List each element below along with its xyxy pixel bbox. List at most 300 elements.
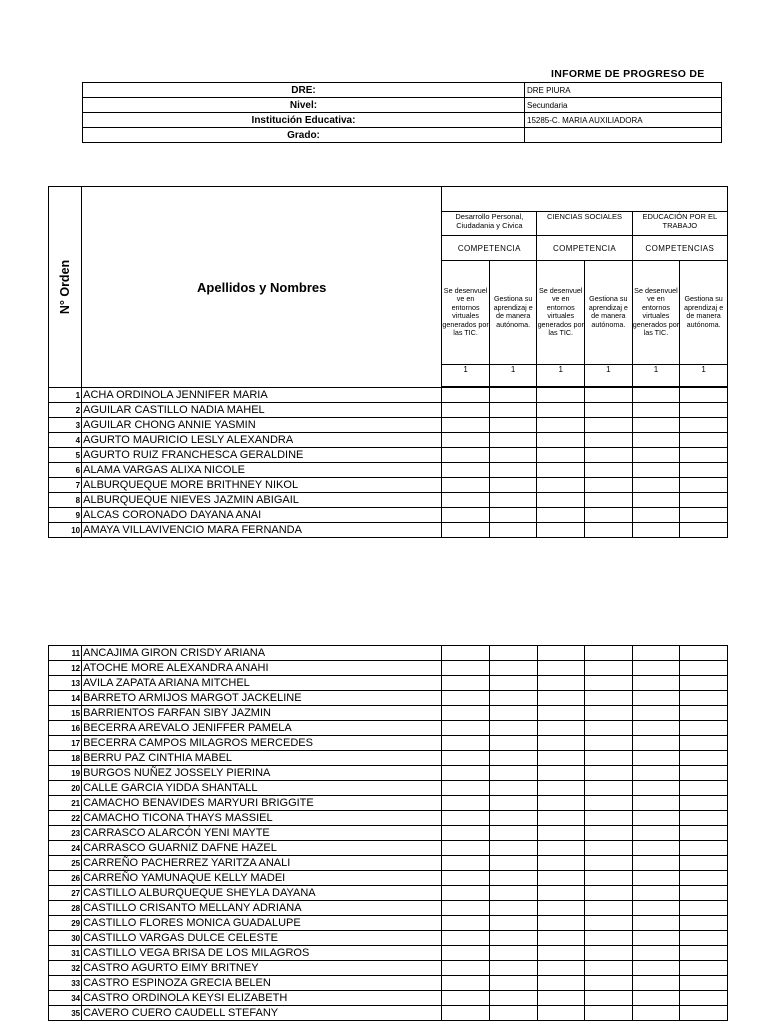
grade-cell[interactable]: [632, 991, 680, 1006]
grade-cell[interactable]: [537, 403, 585, 418]
grade-cell[interactable]: [442, 841, 490, 856]
row-number: 25: [49, 856, 82, 871]
grade-cell[interactable]: [442, 661, 490, 676]
grade-cell[interactable]: [632, 931, 680, 946]
weight-cell: 1: [489, 364, 537, 386]
grade-cell[interactable]: [585, 916, 633, 931]
grade-cell[interactable]: [442, 418, 490, 433]
student-name: AGUILAR CHONG ANNIE YASMIN: [82, 418, 442, 433]
grade-cell[interactable]: [489, 706, 537, 721]
grade-cell[interactable]: [680, 976, 728, 991]
grade-cell[interactable]: [537, 826, 585, 841]
grade-cell[interactable]: [680, 646, 728, 661]
table-row: [49, 751, 728, 766]
grade-cell[interactable]: [680, 478, 728, 493]
table-row: [49, 931, 728, 946]
grade-cell[interactable]: [442, 871, 490, 886]
grade-cell[interactable]: [632, 523, 680, 538]
grade-cell[interactable]: [680, 403, 728, 418]
grade-cell[interactable]: [442, 886, 490, 901]
table-row: [49, 493, 728, 508]
grade-cell[interactable]: [537, 478, 585, 493]
table-row: [49, 1006, 728, 1021]
grade-cell[interactable]: [489, 676, 537, 691]
grade-cell[interactable]: [489, 433, 537, 448]
competencia-header: COMPETENCIAS: [632, 236, 727, 260]
grade-cell[interactable]: [537, 811, 585, 826]
grade-cell[interactable]: [442, 1006, 490, 1021]
grade-cell[interactable]: [585, 811, 633, 826]
grade-cell[interactable]: [442, 736, 490, 751]
table-row: [49, 721, 728, 736]
grade-cell[interactable]: [537, 691, 585, 706]
grade-cell[interactable]: [632, 916, 680, 931]
grade-cell[interactable]: [680, 886, 728, 901]
row-number: 2: [49, 403, 82, 418]
competencia-description: Se desenvuel ve en entornos virtuales generados por las TIC.: [632, 260, 680, 364]
competencia-header: COMPETENCIA: [442, 236, 537, 260]
grade-cell[interactable]: [585, 841, 633, 856]
info-row-grado: [83, 128, 722, 143]
row-number: 5: [49, 448, 82, 463]
grade-cell[interactable]: [537, 388, 585, 403]
grade-cell[interactable]: [680, 781, 728, 796]
grade-cell[interactable]: [680, 991, 728, 1006]
grade-cell[interactable]: [442, 388, 490, 403]
grade-cell[interactable]: [489, 991, 537, 1006]
student-name: CASTRO ESPINOZA GRECIA BELEN: [82, 976, 442, 991]
grade-cell[interactable]: [585, 766, 633, 781]
grade-cell[interactable]: [537, 886, 585, 901]
grade-cell[interactable]: [680, 676, 728, 691]
row-number: 30: [49, 931, 82, 946]
grade-cell[interactable]: [585, 931, 633, 946]
table-row: [49, 946, 728, 961]
table-row: [49, 841, 728, 856]
grade-cell[interactable]: [489, 388, 537, 403]
grade-cell[interactable]: [489, 886, 537, 901]
grade-cell[interactable]: [537, 493, 585, 508]
student-name: AMAYA VILLAVIVENCIO MARA FERNANDA: [82, 523, 442, 538]
grade-cell[interactable]: [632, 976, 680, 991]
grade-cell[interactable]: [632, 721, 680, 736]
grade-cell[interactable]: [680, 856, 728, 871]
student-name: BERRU PAZ CINTHIA MABEL: [82, 751, 442, 766]
student-name: AGURTO MAURICIO LESLY ALEXANDRA: [82, 433, 442, 448]
row-number: 34: [49, 991, 82, 1006]
table-row: [49, 796, 728, 811]
grade-cell[interactable]: [585, 448, 633, 463]
grade-cell[interactable]: [680, 826, 728, 841]
grade-cell[interactable]: [585, 508, 633, 523]
grade-cell[interactable]: [632, 388, 680, 403]
grade-cell[interactable]: [489, 403, 537, 418]
table-row: [49, 706, 728, 721]
order-header-label: N° Orden: [58, 259, 73, 315]
grade-cell[interactable]: [537, 781, 585, 796]
grade-cell[interactable]: [585, 736, 633, 751]
student-name: BARRETO ARMIJOS MARGOT JACKELINE: [82, 691, 442, 706]
row-number: 23: [49, 826, 82, 841]
grade-cell[interactable]: [489, 751, 537, 766]
grade-cell[interactable]: [489, 478, 537, 493]
grade-cell[interactable]: [489, 811, 537, 826]
student-name: ACHA ORDINOLA JENNIFER MARIA: [82, 388, 442, 403]
grade-cell[interactable]: [537, 706, 585, 721]
grade-cell[interactable]: [632, 826, 680, 841]
grade-cell[interactable]: [537, 661, 585, 676]
grade-cell[interactable]: [632, 676, 680, 691]
grade-cell[interactable]: [537, 961, 585, 976]
grade-cell[interactable]: [537, 796, 585, 811]
row-number: 18: [49, 751, 82, 766]
grade-cell[interactable]: [442, 448, 490, 463]
grade-cell[interactable]: [537, 976, 585, 991]
grade-cell[interactable]: [632, 811, 680, 826]
info-value: Secundaria: [525, 98, 722, 113]
grade-cell[interactable]: [585, 463, 633, 478]
grade-cell[interactable]: [585, 1006, 633, 1021]
grade-cell[interactable]: [442, 478, 490, 493]
grade-cell[interactable]: [442, 931, 490, 946]
grade-cell[interactable]: [585, 646, 633, 661]
grade-cell[interactable]: [537, 463, 585, 478]
grade-cell[interactable]: [489, 493, 537, 508]
grades-table-page2: [48, 645, 728, 1021]
student-name: CAMACHO TICONA THAYS MASSIEL: [82, 811, 442, 826]
grade-cell[interactable]: [489, 796, 537, 811]
grade-cell[interactable]: [632, 736, 680, 751]
grade-cell[interactable]: [489, 661, 537, 676]
names-header: Apellidos y Nombres: [82, 187, 442, 388]
grade-cell[interactable]: [442, 991, 490, 1006]
grade-cell[interactable]: [680, 961, 728, 976]
grade-cell[interactable]: [489, 961, 537, 976]
info-table: [82, 82, 722, 143]
grade-cell[interactable]: [489, 736, 537, 751]
grade-cell[interactable]: [585, 781, 633, 796]
table-row: [49, 961, 728, 976]
table-row: [49, 886, 728, 901]
grade-cell[interactable]: [489, 1006, 537, 1021]
grade-cell[interactable]: [585, 721, 633, 736]
grade-cell[interactable]: [632, 841, 680, 856]
grade-cell[interactable]: [537, 736, 585, 751]
grade-cell[interactable]: [537, 1006, 585, 1021]
grade-cell[interactable]: [537, 721, 585, 736]
row-number: 29: [49, 916, 82, 931]
competencia-description: Gestiona su aprendizaj e de manera autónoma.: [489, 260, 537, 364]
grade-cell[interactable]: [680, 661, 728, 676]
grade-cell[interactable]: [537, 523, 585, 538]
grade-cell[interactable]: [680, 721, 728, 736]
grade-cell[interactable]: [442, 721, 490, 736]
grade-cell[interactable]: [442, 916, 490, 931]
grade-cell[interactable]: [442, 766, 490, 781]
grade-cell[interactable]: [537, 901, 585, 916]
grade-cell[interactable]: [442, 961, 490, 976]
grade-cell[interactable]: [680, 418, 728, 433]
grade-cell[interactable]: [442, 676, 490, 691]
grade-cell[interactable]: [680, 946, 728, 961]
grade-cell[interactable]: [442, 646, 490, 661]
row-number: 21: [49, 796, 82, 811]
grade-cell[interactable]: [585, 826, 633, 841]
table-row: [49, 826, 728, 841]
grade-cell[interactable]: [489, 976, 537, 991]
grade-cell[interactable]: [680, 841, 728, 856]
grade-cell[interactable]: [442, 826, 490, 841]
grade-cell[interactable]: [585, 388, 633, 403]
row-number: 11: [49, 646, 82, 661]
grade-cell[interactable]: [585, 961, 633, 976]
grade-cell[interactable]: [632, 856, 680, 871]
grade-cell[interactable]: [537, 766, 585, 781]
grade-cell[interactable]: [585, 706, 633, 721]
grade-cell[interactable]: [585, 433, 633, 448]
student-name: CAVERO CUERO CAUDELL STEFANY: [82, 1006, 442, 1021]
grade-cell[interactable]: [632, 463, 680, 478]
grade-cell[interactable]: [585, 676, 633, 691]
student-name: CASTILLO ALBURQUEQUE SHEYLA DAYANA: [82, 886, 442, 901]
grade-cell[interactable]: [680, 916, 728, 931]
grade-cell[interactable]: [632, 1006, 680, 1021]
table-row: [49, 646, 728, 661]
area-header: CIENCIAS SOCIALES: [537, 212, 632, 236]
weight-cell: 1: [680, 364, 728, 386]
grade-cell[interactable]: [632, 448, 680, 463]
grade-cell[interactable]: [442, 403, 490, 418]
student-name: CASTRO AGURTO EIMY BRITNEY: [82, 961, 442, 976]
grade-cell[interactable]: [537, 931, 585, 946]
grade-cell[interactable]: [680, 796, 728, 811]
info-label: Institución Educativa:: [83, 113, 525, 128]
grade-cell[interactable]: [632, 403, 680, 418]
grade-cell[interactable]: [442, 463, 490, 478]
grade-cell[interactable]: [585, 523, 633, 538]
student-name: CARREÑO YAMUNAQUE KELLY MADEI: [82, 871, 442, 886]
competencia-header: COMPETENCIA: [537, 236, 632, 260]
grade-cell[interactable]: [680, 766, 728, 781]
grade-cell[interactable]: [537, 946, 585, 961]
table-row: [49, 448, 728, 463]
grade-cell[interactable]: [585, 991, 633, 1006]
grade-cell[interactable]: [442, 706, 490, 721]
grade-cell[interactable]: [585, 901, 633, 916]
table-row: [49, 991, 728, 1006]
student-name: CARREÑO PACHERREZ YARITZA ANALI: [82, 856, 442, 871]
grade-cell[interactable]: [442, 493, 490, 508]
grade-cell[interactable]: [585, 751, 633, 766]
grade-cell[interactable]: [632, 418, 680, 433]
grade-cell[interactable]: [680, 523, 728, 538]
grade-cell[interactable]: [585, 856, 633, 871]
student-name: CARRASCO GUARNIZ DAFNE HAZEL: [82, 841, 442, 856]
info-value: DRE PIURA: [525, 83, 722, 98]
student-name: ATOCHE MORE ALEXANDRA ANAHI: [82, 661, 442, 676]
table-row: [49, 508, 728, 523]
grade-cell[interactable]: [585, 493, 633, 508]
row-number: 33: [49, 976, 82, 991]
grade-cell[interactable]: [680, 736, 728, 751]
info-label: Nivel:: [83, 98, 525, 113]
grade-cell[interactable]: [585, 886, 633, 901]
table-row: [49, 478, 728, 493]
grade-cell[interactable]: [489, 418, 537, 433]
table-row: [49, 811, 728, 826]
grade-cell[interactable]: [632, 901, 680, 916]
grade-cell[interactable]: [632, 781, 680, 796]
grade-cell[interactable]: [489, 931, 537, 946]
grade-cell[interactable]: [489, 901, 537, 916]
grade-cell[interactable]: [680, 463, 728, 478]
grade-cell[interactable]: [585, 418, 633, 433]
grade-cell[interactable]: [537, 916, 585, 931]
grade-cell[interactable]: [632, 691, 680, 706]
grade-cell[interactable]: [632, 493, 680, 508]
grade-cell[interactable]: [442, 976, 490, 991]
grade-cell[interactable]: [680, 706, 728, 721]
grade-cell[interactable]: [489, 916, 537, 931]
grade-cell[interactable]: [489, 508, 537, 523]
grade-cell[interactable]: [537, 676, 585, 691]
info-label: DRE:: [83, 83, 525, 98]
grade-cell[interactable]: [680, 388, 728, 403]
grade-cell[interactable]: [442, 433, 490, 448]
grade-cell[interactable]: [537, 841, 585, 856]
grade-cell[interactable]: [632, 661, 680, 676]
grade-cell[interactable]: [537, 433, 585, 448]
info-label: Grado:: [83, 128, 525, 143]
grade-cell[interactable]: [489, 523, 537, 538]
info-value: 15285-C. MARIA AUXILIADORA: [525, 113, 722, 128]
row-number: 32: [49, 961, 82, 976]
grade-cell[interactable]: [442, 856, 490, 871]
weight-cell: 1: [537, 364, 585, 386]
grade-cell[interactable]: [680, 901, 728, 916]
grade-cell[interactable]: [585, 661, 633, 676]
row-number: 16: [49, 721, 82, 736]
grade-cell[interactable]: [537, 418, 585, 433]
grade-cell[interactable]: [442, 901, 490, 916]
grade-cell[interactable]: [537, 856, 585, 871]
grade-cell[interactable]: [489, 463, 537, 478]
grade-cell[interactable]: [489, 448, 537, 463]
table-row: [49, 676, 728, 691]
grade-cell[interactable]: [680, 448, 728, 463]
grade-cell[interactable]: [442, 751, 490, 766]
table-row: [49, 781, 728, 796]
grade-cell[interactable]: [632, 871, 680, 886]
grade-cell[interactable]: [585, 946, 633, 961]
grade-cell[interactable]: [585, 691, 633, 706]
grade-cell[interactable]: [632, 886, 680, 901]
grade-cell[interactable]: [489, 946, 537, 961]
competencia-description: Se desenvuel ve en entornos virtuales generados por las TIC.: [442, 260, 490, 364]
grade-cell[interactable]: [537, 646, 585, 661]
row-number: 13: [49, 676, 82, 691]
grade-cell[interactable]: [537, 991, 585, 1006]
table-row: [49, 976, 728, 991]
grade-cell[interactable]: [489, 826, 537, 841]
grade-cell[interactable]: [632, 706, 680, 721]
grade-cell[interactable]: [632, 646, 680, 661]
grade-cell[interactable]: [680, 871, 728, 886]
grade-cell[interactable]: [489, 691, 537, 706]
grade-cell[interactable]: [537, 508, 585, 523]
student-name: ALBURQUEQUE NIEVES JAZMIN ABIGAIL: [82, 493, 442, 508]
student-name: CASTILLO FLORES MONICA GUADALUPE: [82, 916, 442, 931]
grade-cell[interactable]: [632, 946, 680, 961]
grade-cell[interactable]: [442, 946, 490, 961]
grade-cell[interactable]: [632, 508, 680, 523]
order-header: [49, 187, 82, 388]
grade-cell[interactable]: [585, 403, 633, 418]
student-name: CASTILLO CRISANTO MELLANY ADRIANA: [82, 901, 442, 916]
grade-cell[interactable]: [632, 796, 680, 811]
table-row: [49, 463, 728, 478]
info-value: [525, 128, 722, 143]
grade-cell[interactable]: [632, 751, 680, 766]
row-number: 14: [49, 691, 82, 706]
grade-cell[interactable]: [632, 478, 680, 493]
student-name: BARRIENTOS FARFAN SIBY JAZMIN: [82, 706, 442, 721]
table-row: [49, 661, 728, 676]
student-name: ALAMA VARGAS ALIXA NICOLE: [82, 463, 442, 478]
row-number: 17: [49, 736, 82, 751]
grade-cell[interactable]: [632, 433, 680, 448]
student-name: CASTRO ORDINOLA KEYSI ELIZABETH: [82, 991, 442, 1006]
grade-cell[interactable]: [680, 751, 728, 766]
grade-cell[interactable]: [489, 871, 537, 886]
grade-cell[interactable]: [442, 691, 490, 706]
grade-cell[interactable]: [442, 796, 490, 811]
grade-cell[interactable]: [489, 841, 537, 856]
grade-cell[interactable]: [632, 766, 680, 781]
grade-cell[interactable]: [489, 856, 537, 871]
grade-cell[interactable]: [489, 781, 537, 796]
grade-cell[interactable]: [680, 508, 728, 523]
grade-cell[interactable]: [680, 691, 728, 706]
grade-cell[interactable]: [680, 493, 728, 508]
grade-cell[interactable]: [585, 478, 633, 493]
competencia-description: Gestiona su aprendizaj e de manera autónoma.: [680, 260, 728, 364]
grade-cell[interactable]: [680, 433, 728, 448]
grade-cell[interactable]: [537, 448, 585, 463]
grade-cell[interactable]: [632, 961, 680, 976]
grade-cell[interactable]: [489, 766, 537, 781]
grade-cell[interactable]: [442, 508, 490, 523]
grade-cell[interactable]: [585, 871, 633, 886]
grade-cell[interactable]: [537, 751, 585, 766]
grade-cell[interactable]: [585, 796, 633, 811]
grade-cell[interactable]: [537, 871, 585, 886]
grade-cell[interactable]: [442, 523, 490, 538]
grade-cell[interactable]: [489, 646, 537, 661]
grade-cell[interactable]: [585, 976, 633, 991]
grade-cell[interactable]: [680, 1006, 728, 1021]
student-name: BECERRA CAMPOS MILAGROS MERCEDES: [82, 736, 442, 751]
grade-cell[interactable]: [442, 811, 490, 826]
grade-cell[interactable]: [680, 811, 728, 826]
table-row: [49, 766, 728, 781]
grade-cell[interactable]: [442, 781, 490, 796]
row-number: 10: [49, 523, 82, 538]
student-name: BECERRA AREVALO JENIFFER PAMELA: [82, 721, 442, 736]
grade-cell[interactable]: [680, 931, 728, 946]
grade-cell[interactable]: [489, 721, 537, 736]
table-row: [49, 433, 728, 448]
